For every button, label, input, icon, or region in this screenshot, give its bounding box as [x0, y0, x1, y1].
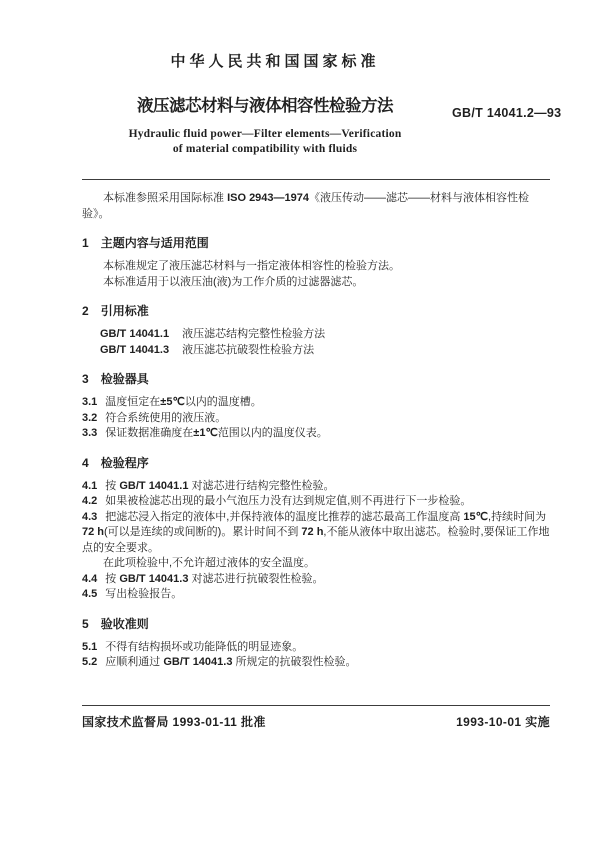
intro-text-tail: 《液压传动——滤芯——材料与液体相容性检验》。: [82, 192, 530, 220]
tolerance-value: ±5℃: [160, 396, 185, 408]
section-3-heading: [82, 371, 550, 387]
section-1-paragraph-1: 本标准规定了液压滤芯材料与一指定液体相容性的检验方法。: [103, 260, 400, 272]
section-number: 2: [82, 304, 89, 318]
standard-title: 液压滤芯抗破裂性检验方法: [182, 343, 315, 356]
clause-number: 4.1: [82, 479, 98, 492]
section-1-heading: [82, 235, 550, 251]
standard-title: 液压滤芯结构完整性检验方法: [182, 328, 326, 340]
clause-text: ,持续时间为: [488, 510, 547, 523]
referenced-standard: [100, 327, 550, 343]
iso-reference: ISO 2943—1974: [227, 192, 310, 204]
clause-4-4: [82, 572, 550, 588]
clause-number: 4.5: [82, 588, 98, 600]
standard-number: GB/T 14041.2—93: [452, 106, 562, 120]
document-masthead: [0, 0, 530, 157]
intro-paragraph: [82, 191, 550, 222]
temperature-value: 15℃: [463, 510, 489, 523]
clause-text-tail: ,不能从液体中取出滤芯。检验时,要保证工作地点的安全要求。: [82, 526, 550, 554]
standard-code: GB/T 14041.1: [100, 328, 170, 340]
clause-text: 按: [105, 572, 120, 585]
clause-text: 温度恒定在: [105, 396, 161, 408]
clause-3-3: [82, 426, 550, 442]
clause-text: 写出检验报告。: [105, 588, 183, 600]
duration-value: 72 h: [82, 526, 105, 538]
intro-text: 本标准参照采用国际标准: [103, 192, 228, 204]
section-5-heading: [82, 616, 550, 632]
clause-number: 3.1: [82, 396, 98, 408]
clause-text-tail: 以内的温度槽。: [184, 396, 262, 408]
clause-text: 按: [105, 479, 120, 492]
duration-value: 72 h: [301, 526, 324, 538]
clause-text: 如果被检滤芯出现的最小气泡压力没有达到规定值,则不再进行下一步检验。: [105, 495, 472, 507]
section-number: 3: [82, 372, 89, 386]
document-body: [82, 179, 550, 671]
clause-number: 4.4: [82, 572, 98, 585]
clause-text: 符合系统使用的液压液。: [105, 411, 227, 424]
clause-text: 把滤芯浸入指定的液体中,并保持液体的温度比推荐的滤芯最高工作温度高: [105, 510, 464, 523]
clause-4-1: [82, 479, 550, 495]
tolerance-value: ±1℃: [193, 427, 218, 439]
standard-code: GB/T 14041.3: [119, 572, 189, 585]
section-title: 验收准则: [100, 616, 149, 631]
clause-text-tail: 范围以内的温度仪表。: [217, 427, 328, 439]
referenced-standard: [100, 343, 550, 359]
clause-4-2: [82, 494, 550, 510]
standard-code: GB/T 14041.3: [100, 343, 170, 356]
document-title-cn: 液压滤芯材料与液体相容性检验方法: [137, 97, 393, 115]
country-standard-line: 中华人民共和国国家标准: [170, 53, 380, 70]
clause-text-tail: 对滤芯进行抗破裂性检验。: [188, 572, 324, 585]
document-title-en-line1: Hydraulic fluid power—Filter elements—Verification: [128, 128, 402, 140]
section-number: 1: [82, 236, 89, 250]
clause-text: 应顺利通过: [105, 656, 164, 668]
document-title-en-line2: of material compatibility with fluids: [172, 143, 358, 155]
clause-number: 5.2: [82, 656, 98, 668]
section-1-paragraph-2: 本标准适用于以液压油(液)为工作介质的过滤器滤芯。: [103, 275, 364, 288]
clause-number: 3.3: [82, 427, 98, 439]
section-2-heading: [82, 303, 550, 319]
clause-3-2: [82, 411, 550, 427]
clause-number: 3.2: [82, 411, 98, 424]
section-4-heading: [82, 455, 550, 471]
clause-number: 4.3: [82, 510, 98, 523]
clause-3-1: [82, 395, 550, 411]
implementation-note: 1993-10-01 实施: [456, 715, 550, 729]
clause-5-1: [82, 640, 550, 656]
clause-4-3: [82, 510, 550, 557]
clause-number: 4.2: [82, 495, 98, 507]
clause-text: (可以是连续的或间断的)。累计时间不到: [104, 526, 302, 538]
clause-text-tail: 所规定的抗破裂性检验。: [232, 656, 357, 668]
clause-5-2: [82, 655, 550, 671]
approval-note: 国家技术监督局 1993-01-11 批准: [82, 715, 266, 729]
standard-code: GB/T 14041.1: [119, 479, 189, 492]
section-title: 主题内容与适用范围: [100, 236, 209, 250]
clause-4-5: [82, 587, 550, 603]
section-title: 检验程序: [100, 455, 149, 470]
clause-text: 保证数据准确度在: [105, 427, 194, 439]
section-number: 4: [82, 455, 89, 470]
clause-number: 5.1: [82, 640, 98, 653]
section-number: 5: [82, 616, 89, 631]
clause-4-3-note: 在此项检验中,不允许超过液体的安全温度。: [103, 557, 316, 569]
standard-code: GB/T 14041.3: [163, 656, 233, 668]
clause-text: 不得有结构损坏或功能降低的明显迹象。: [105, 640, 304, 653]
section-title: 检验器具: [100, 372, 149, 386]
section-title: 引用标准: [100, 304, 149, 318]
document-footer: [82, 705, 550, 730]
clause-text-tail: 对滤芯进行结构完整性检验。: [188, 479, 335, 492]
